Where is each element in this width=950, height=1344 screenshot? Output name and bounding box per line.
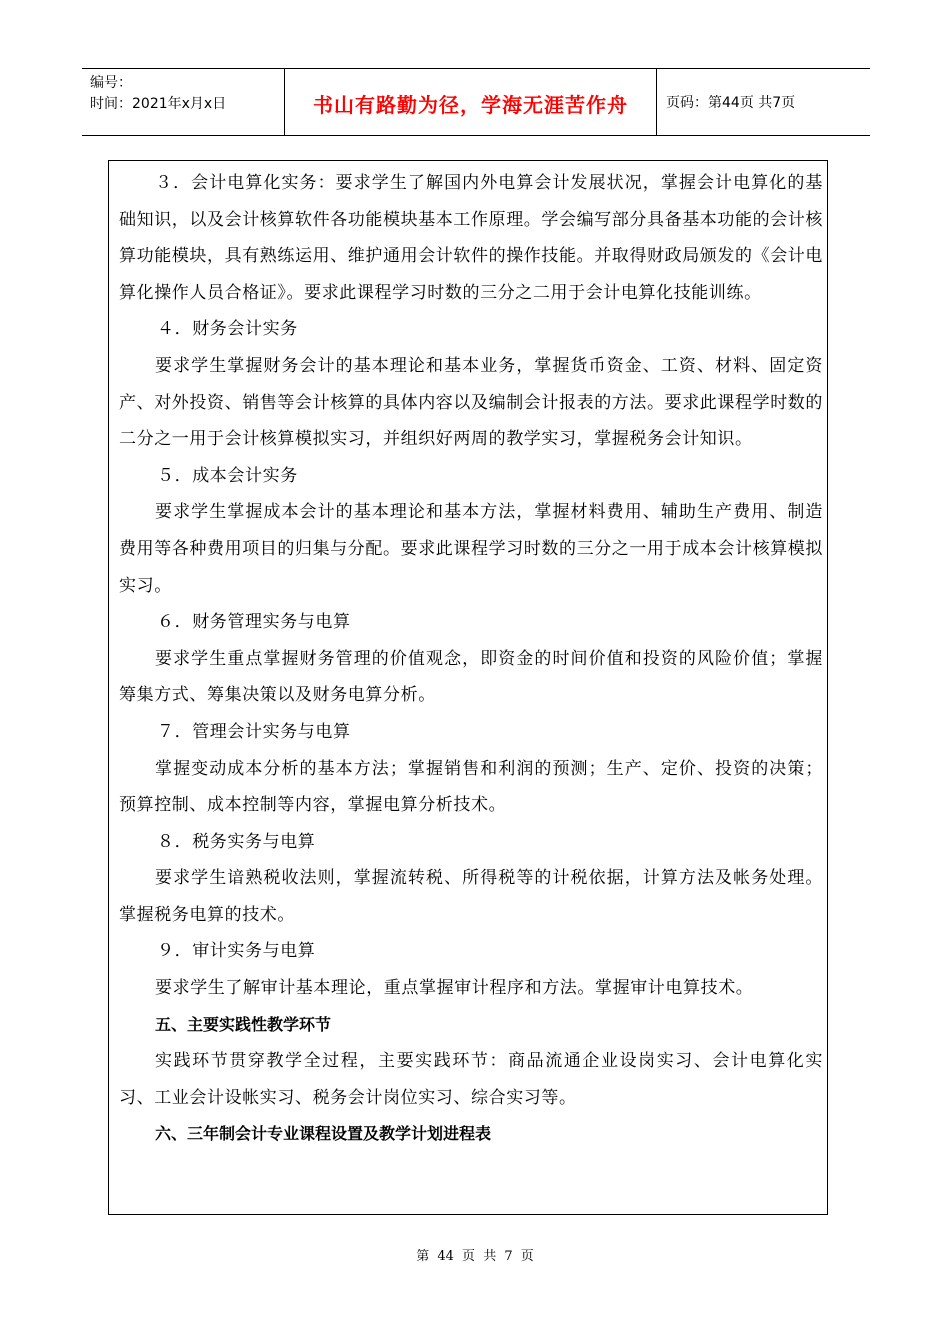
heading-tax-practice: ８．税务实务与电算 bbox=[157, 831, 316, 852]
heading-financial-management: ６．财务管理实务与电算 bbox=[157, 612, 351, 633]
paragraph-financial-accounting: 要求学生掌握财务会计的基本理论和基本业务，掌握货币资金、工资、材料、固定资产、对外投资、销售等会计核算的具体内容以及编制会计报表的方法。要求此课程学时数的二分之一用于会计核算模拟实习，并组织好两周的教学实习，掌握税务会计知识。 bbox=[119, 355, 823, 450]
paragraph-audit-practice: 要求学生了解审计基本理论，重点掌握审计程序和方法。掌握审计电算技术。 bbox=[155, 978, 754, 999]
paragraph-tax-practice: 要求学生谙熟税收法则，掌握流转税、所得税等的计税依据，计算方法及帐务处理。掌握税务电算的技术。 bbox=[119, 868, 823, 925]
header-meta bbox=[90, 73, 226, 115]
page-footer: 第 44 页 共 7 页 bbox=[416, 1249, 534, 1264]
header-divider bbox=[656, 69, 657, 135]
paragraph-practice: 实践环节贯穿教学全过程，主要实践环节：商品流通企业设岗实习、会计电算化实习、工业会计设帐实习、税务会计岗位实习、综合实习等。 bbox=[119, 1051, 823, 1108]
document-body bbox=[119, 165, 823, 1153]
section-heading-curriculum: 六、三年制会计专业课程设置及教学计划进程表 bbox=[155, 1124, 492, 1144]
number-label: 编号： bbox=[90, 75, 132, 91]
paragraph-financial-management: 要求学生重点掌握财务管理的价值观念，即资金的时间价值和投资的风险价值；掌握筹集方式、筹集决策以及财务电算分析。 bbox=[119, 648, 823, 706]
header-motto: 书山有路勤为径，学海无涯苦作舟 bbox=[313, 93, 628, 117]
header-page-label: 页码：第44页 共7页 bbox=[666, 95, 796, 111]
paragraph-cost-accounting: 要求学生掌握成本会计的基本理论和基本方法，掌握材料费用、辅助生产费用、制造费用等各种费用项目的归集与分配。要求此课程学习时数的三分之一用于成本会计核算模拟实习。 bbox=[119, 502, 823, 596]
heading-management-accounting: ７．管理会计实务与电算 bbox=[157, 721, 351, 742]
heading-cost-accounting: ５．成本会计实务 bbox=[157, 465, 298, 486]
paragraph-management-accounting: 掌握变动成本分析的基本方法；掌握销售和利润的预测；生产、定价、投资的决策；预算控制、成本控制等内容，掌握电算分析技术。 bbox=[119, 758, 823, 816]
paragraph-accounting-computerization: ３．会计电算化实务：要求学生了解国内外电算会计发展状况，掌握会计电算化的基础知识，以及会计核算软件各功能模块基本工作原理。学会编写部分具备基本功能的会计核算功能模块，具有熟练运用、维护通用会计软件的操作技能。并取得财政局颁发的《会计电算化操作人员合格证》。要求此课程学习时数的三分之二用于会计电算化技能训练。 bbox=[119, 173, 823, 303]
page-header bbox=[82, 68, 870, 136]
heading-audit-practice: ９．审计实务与电算 bbox=[157, 941, 316, 962]
content-box bbox=[108, 160, 828, 1215]
time-label: 时间：2021年x月x日 bbox=[90, 96, 227, 112]
heading-financial-accounting: ４．财务会计实务 bbox=[157, 319, 298, 340]
section-heading-practice: 五、主要实践性教学环节 bbox=[155, 1014, 332, 1034]
